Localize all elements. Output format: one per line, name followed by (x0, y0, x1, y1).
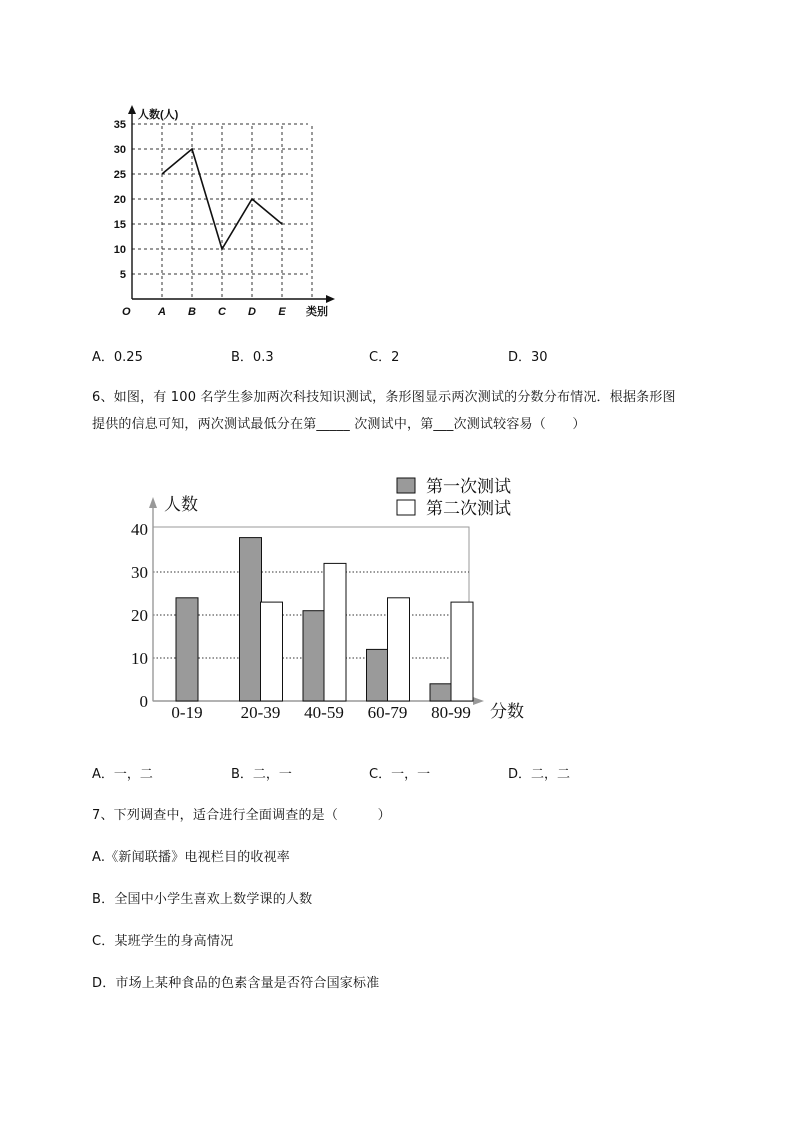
legend-label-second: 第二次测试 (426, 499, 511, 519)
bar-chart-bars (176, 538, 473, 701)
line-chart-xticks (157, 306, 286, 318)
q6-option-a[interactable]: A．一，二 (92, 767, 153, 782)
bar-first-test (303, 611, 325, 701)
q7-option-c[interactable]: C．某班学生的身高情况 (92, 934, 234, 949)
line-chart (110, 100, 350, 325)
bar-first-test (176, 598, 198, 701)
bar-chart-xtick-label: 20-39 (240, 703, 281, 722)
line-chart-xtick-label: B (188, 306, 196, 318)
bar-chart-ylabel: 人数 (164, 495, 198, 515)
q6-option-b[interactable]: B．二，一 (231, 767, 292, 782)
bar-chart-yticks (131, 520, 148, 711)
bar-chart-xtick-label: 0-19 (171, 703, 203, 722)
line-chart-ytick-label: 35 (113, 119, 126, 131)
line-chart-ytick-label: 5 (119, 269, 126, 281)
q6-option-c[interactable]: C．一，一 (369, 767, 431, 782)
bar-chart-xlabel: 分数 (490, 702, 524, 722)
line-chart-y-arrow (128, 105, 136, 114)
legend-label-first: 第一次测试 (426, 477, 511, 497)
bar-first-test (367, 649, 389, 701)
bar-second-test (451, 602, 473, 701)
q5-option-b[interactable]: B．0.3 (231, 350, 274, 365)
line-chart-yticks (114, 119, 126, 281)
q5-option-d[interactable]: D．30 (508, 350, 548, 365)
legend-swatch-second (397, 500, 415, 515)
line-chart-xtick-label: D (248, 306, 256, 318)
bar-first-test (240, 538, 262, 701)
bar-chart-legend (397, 477, 511, 519)
line-chart-xlabel: 类别 (306, 306, 328, 318)
line-chart-axes (128, 105, 335, 303)
bar-chart (130, 470, 540, 730)
legend-swatch-first (397, 478, 415, 493)
bar-chart-ytick-label: 0 (139, 692, 148, 711)
line-chart-ytick-label: 15 (113, 219, 126, 231)
q7-option-b[interactable]: B．全国中小学生喜欢上数学课的人数 (92, 892, 313, 907)
bar-second-test (261, 602, 283, 701)
line-chart-xtick-label: E (278, 306, 286, 318)
q7-option-a[interactable]: A.《新闻联播》电视栏目的收视率 (92, 850, 290, 865)
bar-chart-ytick-label: 40 (131, 520, 148, 539)
q5-option-c[interactable]: C．2 (369, 350, 400, 365)
bar-chart-xtick-label: 60-79 (367, 703, 408, 722)
line-chart-ytick-label: 30 (113, 144, 126, 156)
bar-chart-xtick-label: 80-99 (431, 703, 471, 722)
bar-chart-xticks (171, 703, 470, 722)
bar-chart-xtick-label: 40-59 (304, 703, 344, 722)
line-chart-ytick-label: 20 (113, 194, 126, 206)
line-chart-grid (132, 124, 312, 299)
line-chart-xtick-label: A (158, 306, 166, 318)
bar-chart-ytick-label: 10 (131, 649, 148, 668)
line-chart-xtick-label: C (218, 306, 226, 318)
bar-chart-x-arrow (473, 697, 484, 705)
line-chart-ytick-label: 25 (113, 169, 126, 181)
bar-second-test (388, 598, 410, 701)
q6-stem-line2: 提供的信息可知，两次测试最低分在第_____ 次测试中，第___次测试较容易（ ） (92, 417, 586, 432)
q7-stem: 7、下列调查中，适合进行全面调查的是（ ） (92, 808, 391, 823)
q5-option-a[interactable]: A．0.25 (92, 350, 143, 365)
bar-second-test (324, 563, 346, 701)
bar-first-test (430, 684, 452, 701)
line-chart-x-arrow (326, 295, 335, 303)
line-chart-origin-label: O (122, 306, 131, 318)
bar-chart-ytick-label: 30 (131, 563, 148, 582)
q6-option-d[interactable]: D．二，二 (508, 767, 571, 782)
bar-chart-ytick-label: 20 (131, 606, 148, 625)
q6-stem-line1: 6、如图，有 100 名学生参加两次科技知识测试，条形图显示两次测试的分数分布情况．根据条形图 (92, 390, 676, 405)
line-chart-ylabel: 人数(人) (138, 109, 179, 121)
q7-option-d[interactable]: D．市场上某种食品的色素含量是否符合国家标准 (92, 976, 380, 991)
line-chart-ytick-label: 10 (113, 244, 126, 256)
bar-chart-y-arrow (149, 497, 157, 508)
